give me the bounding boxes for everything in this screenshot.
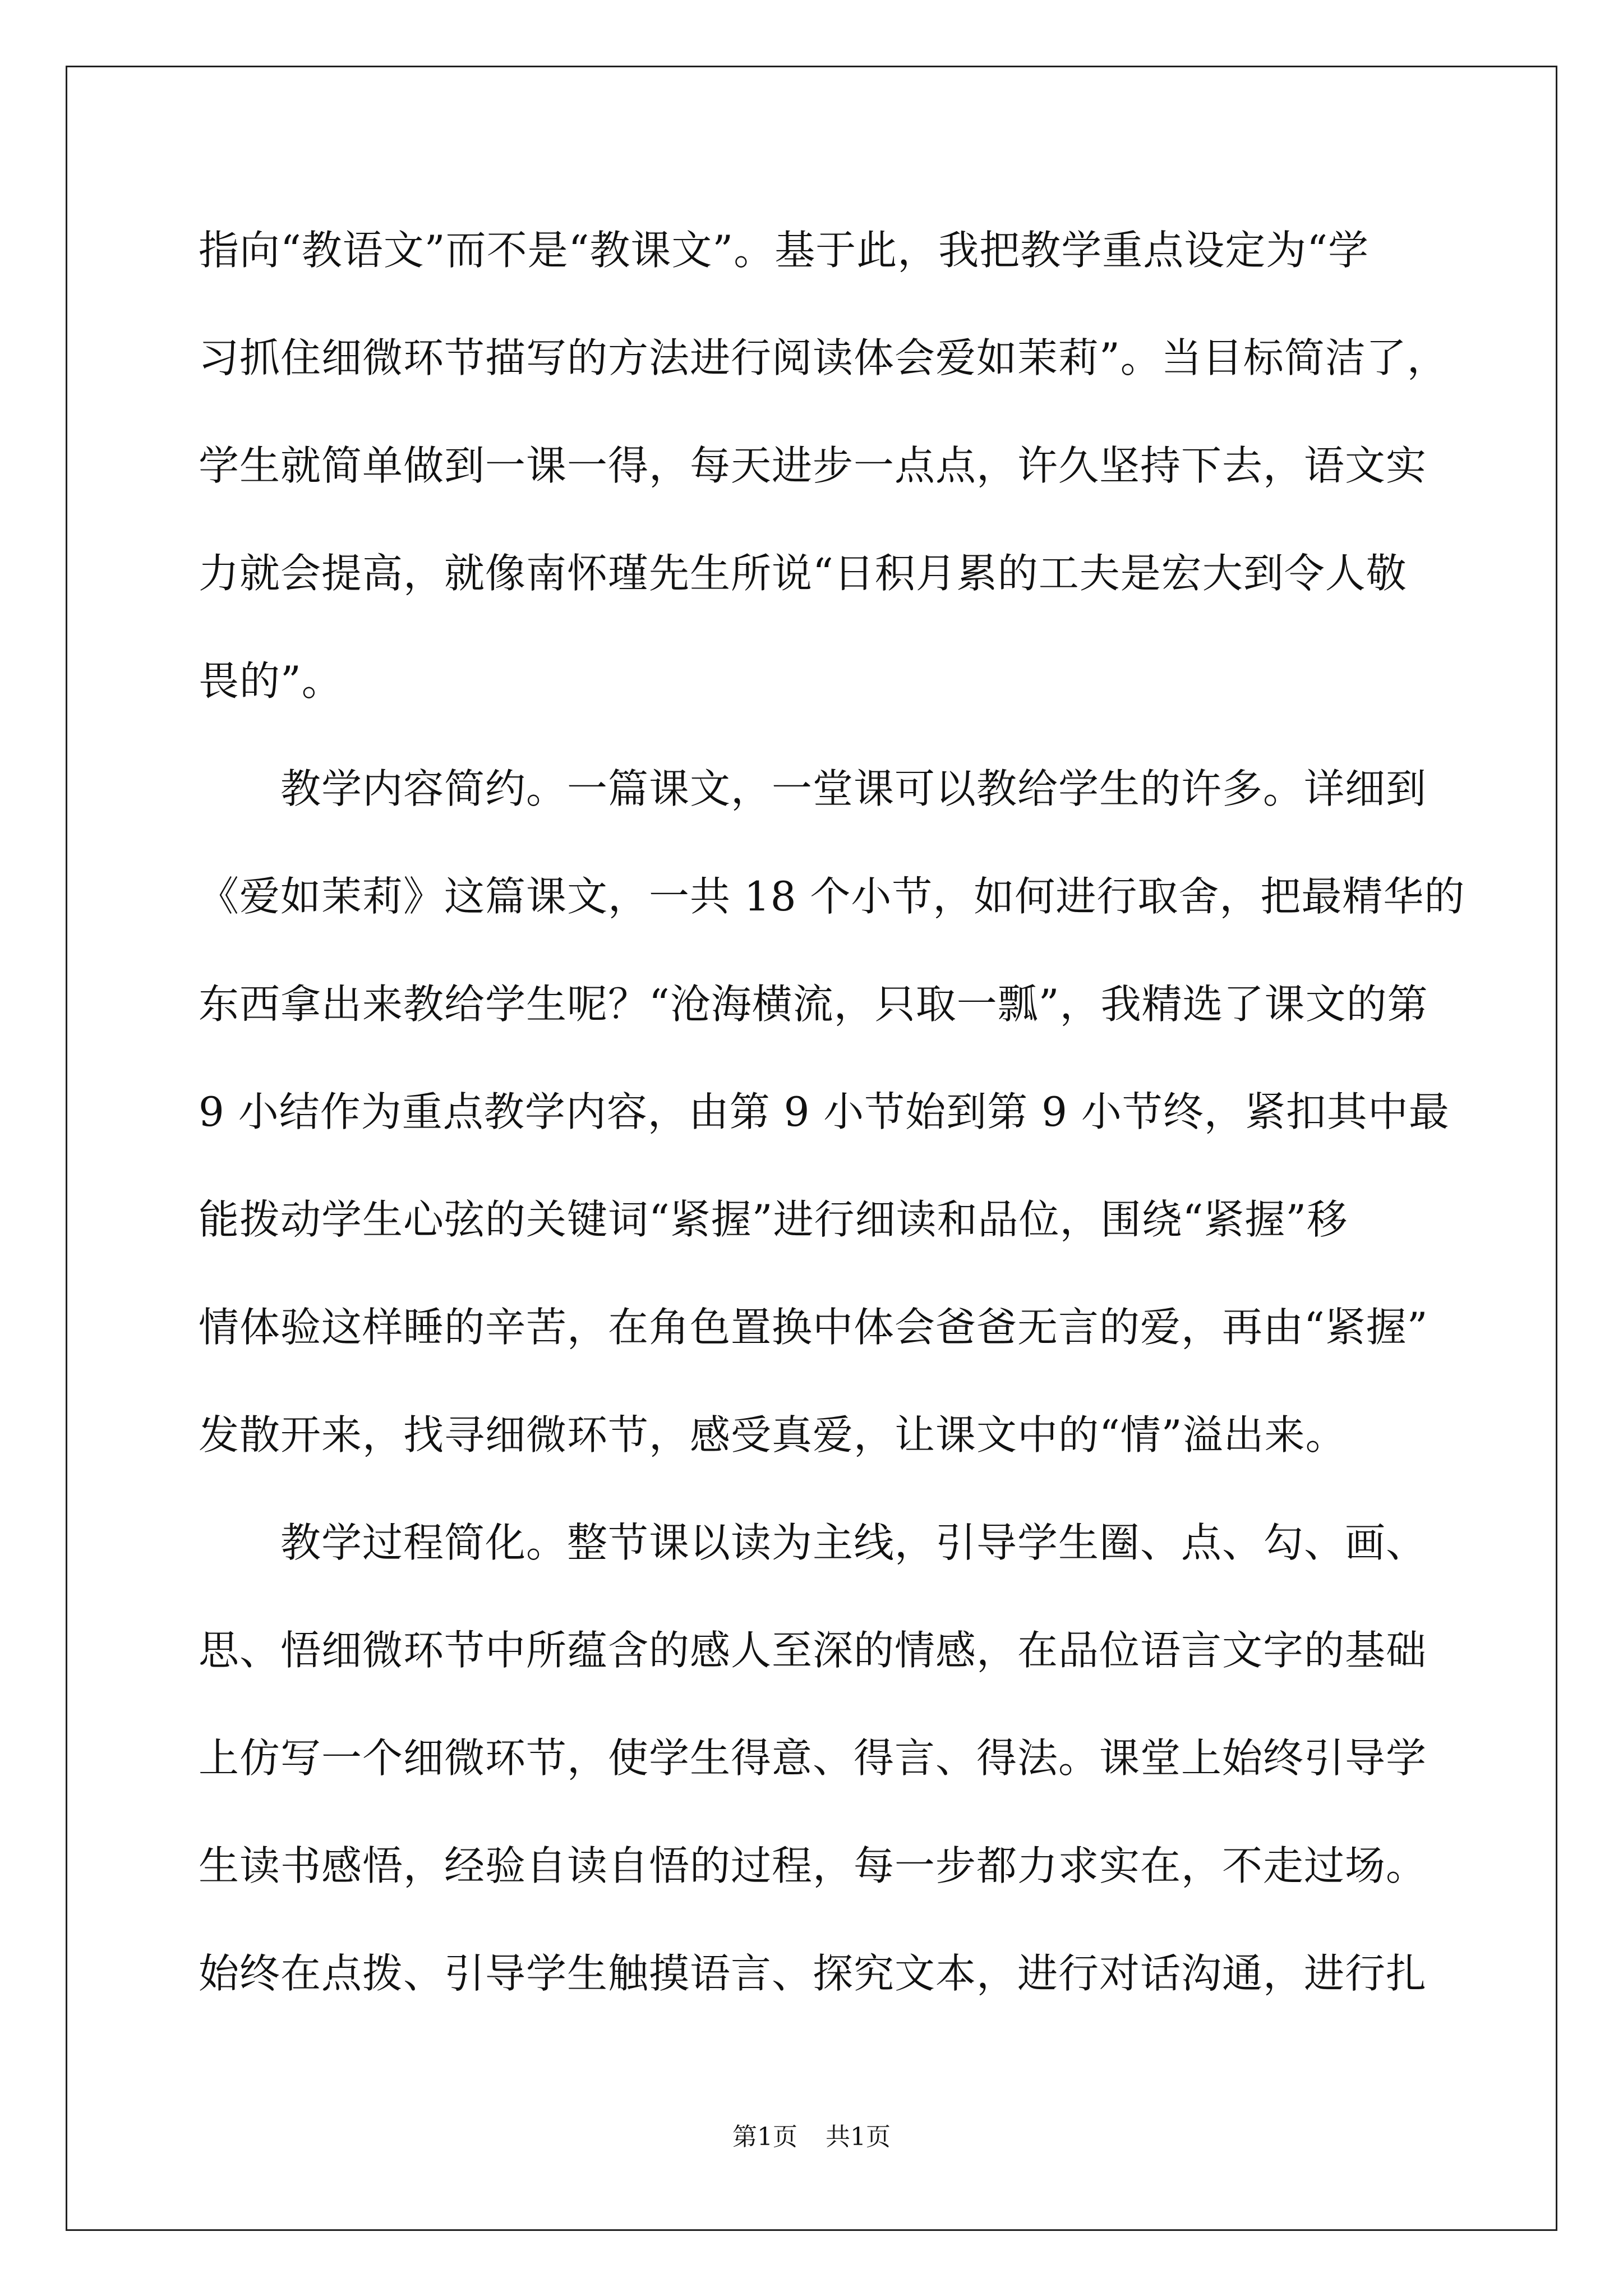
text-line: 《爱如茉莉》这篇课文，一共 18 个小节，如何进行取舍，把最精华的 <box>199 873 1465 920</box>
text-line: 指向“教语文”而不是“教课文”。基于此，我把教学重点设定为“学 <box>199 227 1370 274</box>
text-line: 9 小结作为重点教学内容，由第 9 小节始到第 9 小节终，紧扣其中最 <box>199 1088 1450 1135</box>
text-line: 情体验这样睡的辛苦，在角色置换中体会爸爸无言的爱，再由“紧握” <box>199 1304 1428 1351</box>
text-line: 上仿写一个细微环节，使学生得意、得言、得法。课堂上始终引导学 <box>199 1734 1427 1782</box>
text-line: 力就会提高，就像南怀瑾先生所说“日积月累的工夫是宏大到令人敬 <box>199 550 1407 597</box>
text-line: 学生就简单做到一课一得，每天进步一点点，许久坚持下去，语文实 <box>199 442 1427 489</box>
page-total: 共1页 <box>826 2123 891 2151</box>
text-line: 东西拿出来教给学生呢？“沧海横流，只取一瓢”，我精选了课文的第 <box>199 981 1428 1028</box>
page-number: 第1页 <box>732 2123 797 2151</box>
text-line: 始终在点拨、引导学生触摸语言、探究文本，进行对话沟通，进行扎 <box>199 1950 1427 1997</box>
text-line: 习抓住细微环节描写的方法进行阅读体会爱如茉莉”。当目标简洁了， <box>199 334 1448 381</box>
page-footer <box>0 2120 1623 2154</box>
text-line: 发散开来，找寻细微环节，感受真爱，让课文中的“情”溢出来。 <box>199 1411 1347 1458</box>
text-line: 生读书感悟，经验自读自悟的过程，每一步都力求实在，不走过场。 <box>199 1842 1427 1889</box>
text-line: 教学过程简化。整节课以读为主线，引导学生圈、点、勾、画、 <box>199 1519 1427 1566</box>
text-line: 教学内容简约。一篇课文，一堂课可以教给学生的许多。详细到 <box>199 765 1427 812</box>
text-line: 思、悟细微环节中所蕴含的感人至深的情感，在品位语言文字的基础 <box>199 1627 1427 1674</box>
text-line: 畏的”。 <box>199 657 343 705</box>
text-line: 能拨动学生心弦的关键词“紧握”进行细读和品位，围绕“紧握”移 <box>199 1196 1348 1243</box>
